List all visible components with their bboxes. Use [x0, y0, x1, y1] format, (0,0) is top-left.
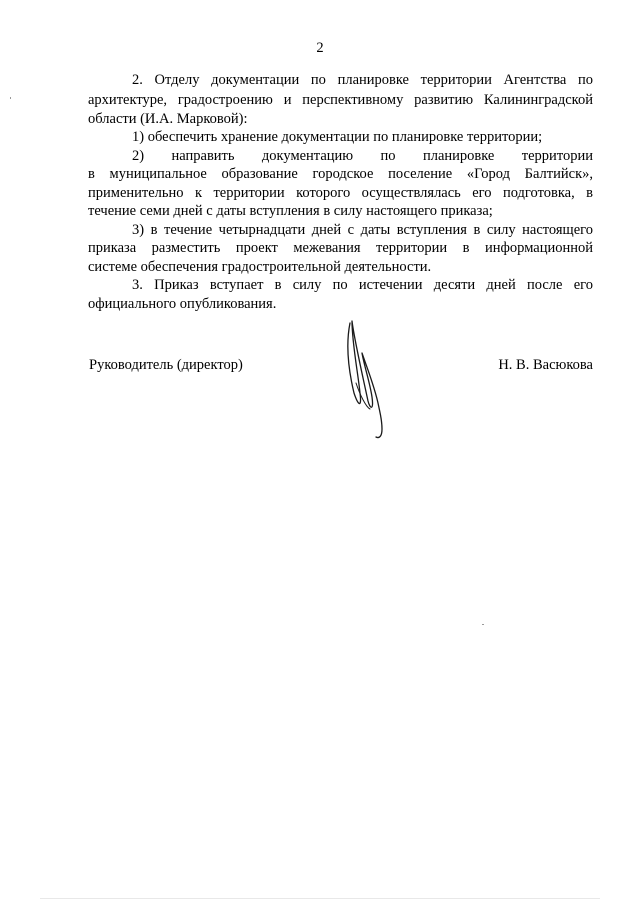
scan-edge-line [40, 898, 600, 899]
signatory-title: Руководитель (директор) [89, 357, 243, 373]
signatory-name: Н. В. Васюкова [498, 357, 593, 373]
paragraph-1-line-3: области (И.А. Марковой): [88, 111, 248, 127]
paragraph-4-line-2: приказа разместить проект межевания территории в информационной [88, 240, 593, 256]
paragraph-5-line-1: 3. Приказ вступает в силу по истечении десяти дней после его [132, 277, 593, 293]
paragraph-3-line-1: 2) направить документацию по планировке территории [132, 148, 593, 164]
paragraph-3-line-2: в муниципальное образование городское поселение «Город Балтийск», [88, 166, 593, 182]
paragraph-1-line-2: архитектуре, градостроению и перспективному развитию Калининградской [88, 92, 593, 108]
scan-speck [10, 97, 11, 99]
paragraph-5-line-2: официального опубликования. [88, 296, 277, 312]
paragraph-3-line-4: течение семи дней с даты вступления в силу настоящего приказа; [88, 203, 493, 219]
handwritten-signature [336, 313, 392, 445]
paragraph-4-line-1: 3) в течение четырнадцати дней с даты вступления в силу настоящего [132, 222, 593, 238]
paragraph-4-line-3: системе обеспечения градостроительной деятельности. [88, 259, 432, 275]
paragraph-1-line-1: 2. Отделу документации по планировке территории Агентства по [132, 72, 593, 88]
page-number: 2 [316, 40, 324, 56]
paragraph-3-line-3: применительно к территории которого осуществлялась его подготовка, в [88, 185, 593, 201]
paragraph-2-line-1: 1) обеспечить хранение документации по планировке территории; [132, 129, 543, 145]
scan-speck [482, 624, 484, 625]
